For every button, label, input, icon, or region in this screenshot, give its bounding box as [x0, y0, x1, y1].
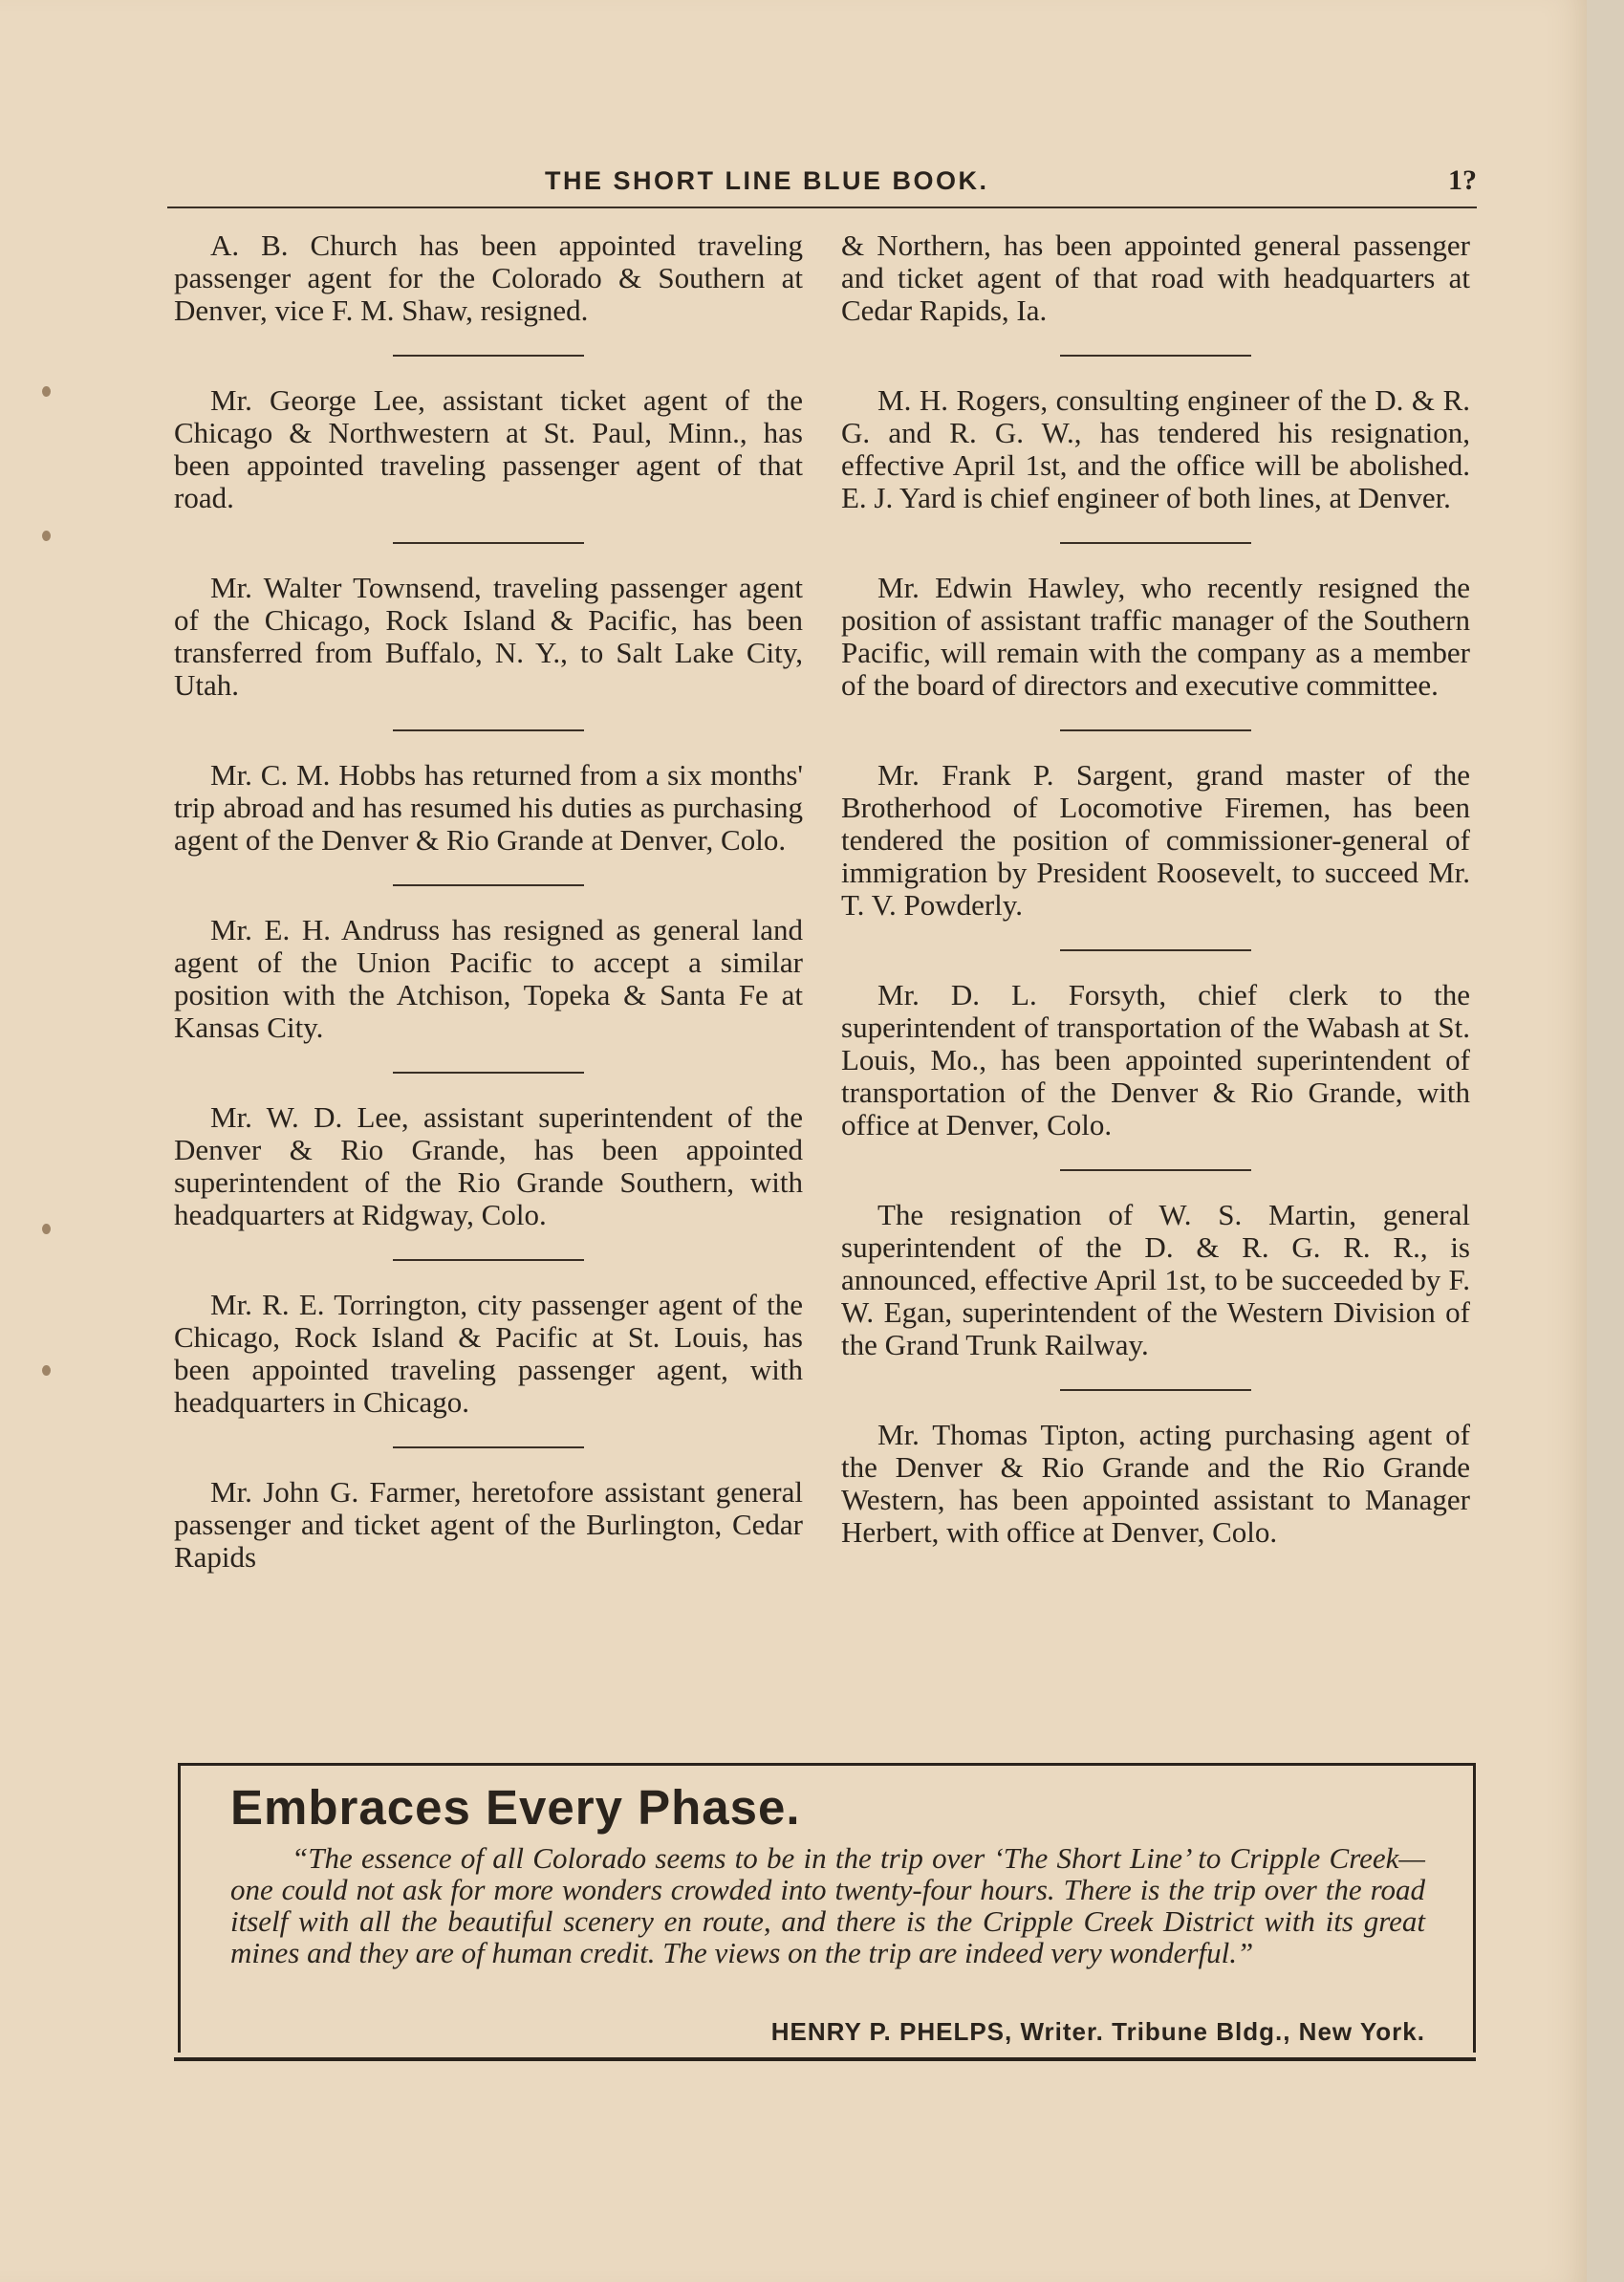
news-item: Mr. D. L. Forsyth, chief clerk to the superintendent of transportation of the Wabash at St. Louis, Mo., has been appointed superintendent of transportation of the Denver & Rio Grande, with office at Denver, Colo.	[841, 978, 1470, 1141]
item-separator	[393, 1072, 584, 1074]
page-edge	[1587, 0, 1624, 2282]
news-item: A. B. Church has been appointed traveling passenger agent for the Colorado & Southern at Denver, vice F. M. Shaw, resigned.	[174, 228, 803, 327]
item-separator	[393, 1446, 584, 1448]
advertisement-headline: Embraces Every Phase.	[230, 1780, 801, 1835]
item-separator	[1060, 1169, 1251, 1171]
news-item: The resignation of W. S. Martin, general superintendent of the D. & R. G. R. R., is announced, effective April 1st, to be succeeded by F. W. Egan, superintendent of the Western Division of the Grand Trunk Railway.	[841, 1198, 1470, 1361]
item-separator	[1060, 1389, 1251, 1391]
header-title: THE SHORT LINE BLUE BOOK.	[545, 166, 989, 195]
news-item-continued: & Northern, has been appointed general passenger and ticket agent of that road with headquarters at Cedar Rapids, Ia.	[841, 228, 1470, 327]
news-item: Mr. Thomas Tipton, acting purchasing agent of the Denver & Rio Grande and the Rio Grande Western, has been appointed assistant to Manager Herbert, with office at Denver, Colo.	[841, 1418, 1470, 1549]
item-separator	[393, 1259, 584, 1261]
item-separator	[1060, 949, 1251, 951]
news-item: Mr. W. D. Lee, assistant superintendent of the Denver & Rio Grande, has been appointed superintendent of the Rio Grande Southern, with headquarters at Ridgway, Colo.	[174, 1100, 803, 1231]
news-item: M. H. Rogers, consulting engineer of the D. & R. G. and R. G. W., has tendered his resignation, effective April 1st, and the office will be abolished. E. J. Yard is chief engineer of both lines, at Denver.	[841, 383, 1470, 514]
advertisement-bottom-rule	[174, 2057, 1476, 2061]
header-rule	[167, 206, 1477, 208]
item-separator	[393, 355, 584, 357]
running-header	[167, 161, 1477, 208]
punch-hole-mark	[42, 1365, 51, 1376]
page-number: 1?	[1448, 164, 1477, 196]
news-item: Mr. Frank P. Sargent, grand master of the Brotherhood of Locomotive Firemen, has been tendered the position of commissioner-general of immigration by President Roosevelt, to succeed Mr. T. V. Powderly.	[841, 758, 1470, 922]
advertisement-box	[178, 1763, 1476, 2053]
news-item: Mr. C. M. Hobbs has returned from a six months' trip abroad and has resumed his duties as purchasing agent of the Denver & Rio Grande at Denver, Colo.	[174, 758, 803, 857]
news-item: Mr. E. H. Andruss has resigned as general land agent of the Union Pacific to accept a similar position with the Atchison, Topeka & Santa Fe at Kansas City.	[174, 913, 803, 1044]
punch-hole-mark	[42, 386, 51, 397]
news-item: Mr. John G. Farmer, heretofore assistant general passenger and ticket agent of the Burlington, Cedar Rapids	[174, 1475, 803, 1574]
item-separator	[393, 884, 584, 886]
item-separator	[1060, 542, 1251, 544]
right-column	[841, 229, 1470, 1549]
item-separator	[1060, 355, 1251, 357]
advertisement-credit: HENRY P. PHELPS, Writer. Tribune Bldg., New York.	[770, 2017, 1425, 2046]
punch-hole-mark	[42, 531, 51, 541]
item-separator	[1060, 729, 1251, 731]
item-separator	[393, 729, 584, 731]
left-column	[174, 229, 803, 1574]
punch-hole-mark	[42, 1224, 51, 1234]
news-item: Mr. Walter Townsend, traveling passenger agent of the Chicago, Rock Island & Pacific, has been transferred from Buffalo, N. Y., to Salt Lake City, Utah.	[174, 571, 803, 702]
news-item: Mr. George Lee, assistant ticket agent of the Chicago & Northwestern at St. Paul, Minn., has been appointed traveling passenger agent of that road.	[174, 383, 803, 514]
news-item: Mr. Edwin Hawley, who recently resigned the position of assistant traffic manager of the Southern Pacific, will remain with the company as a member of the board of directors and executive committee.	[841, 571, 1470, 702]
news-item: Mr. R. E. Torrington, city passenger agent of the Chicago, Rock Island & Pacific at St. Louis, has been appointed traveling passenger agent, with headquarters in Chicago.	[174, 1288, 803, 1419]
item-separator	[393, 542, 584, 544]
advertisement-quote: “The essence of all Colorado seems to be in the trip over ‘The Short Line’ to Cripple Creek—one could not ask for more wonders crowded into twenty-four hours. There is the trip over the road itself with all the beautiful scenery en route, and there is the Cripple Creek District with its great mines and they are of human credit. The views on the trip are indeed very wonderful.”	[230, 1841, 1425, 1969]
